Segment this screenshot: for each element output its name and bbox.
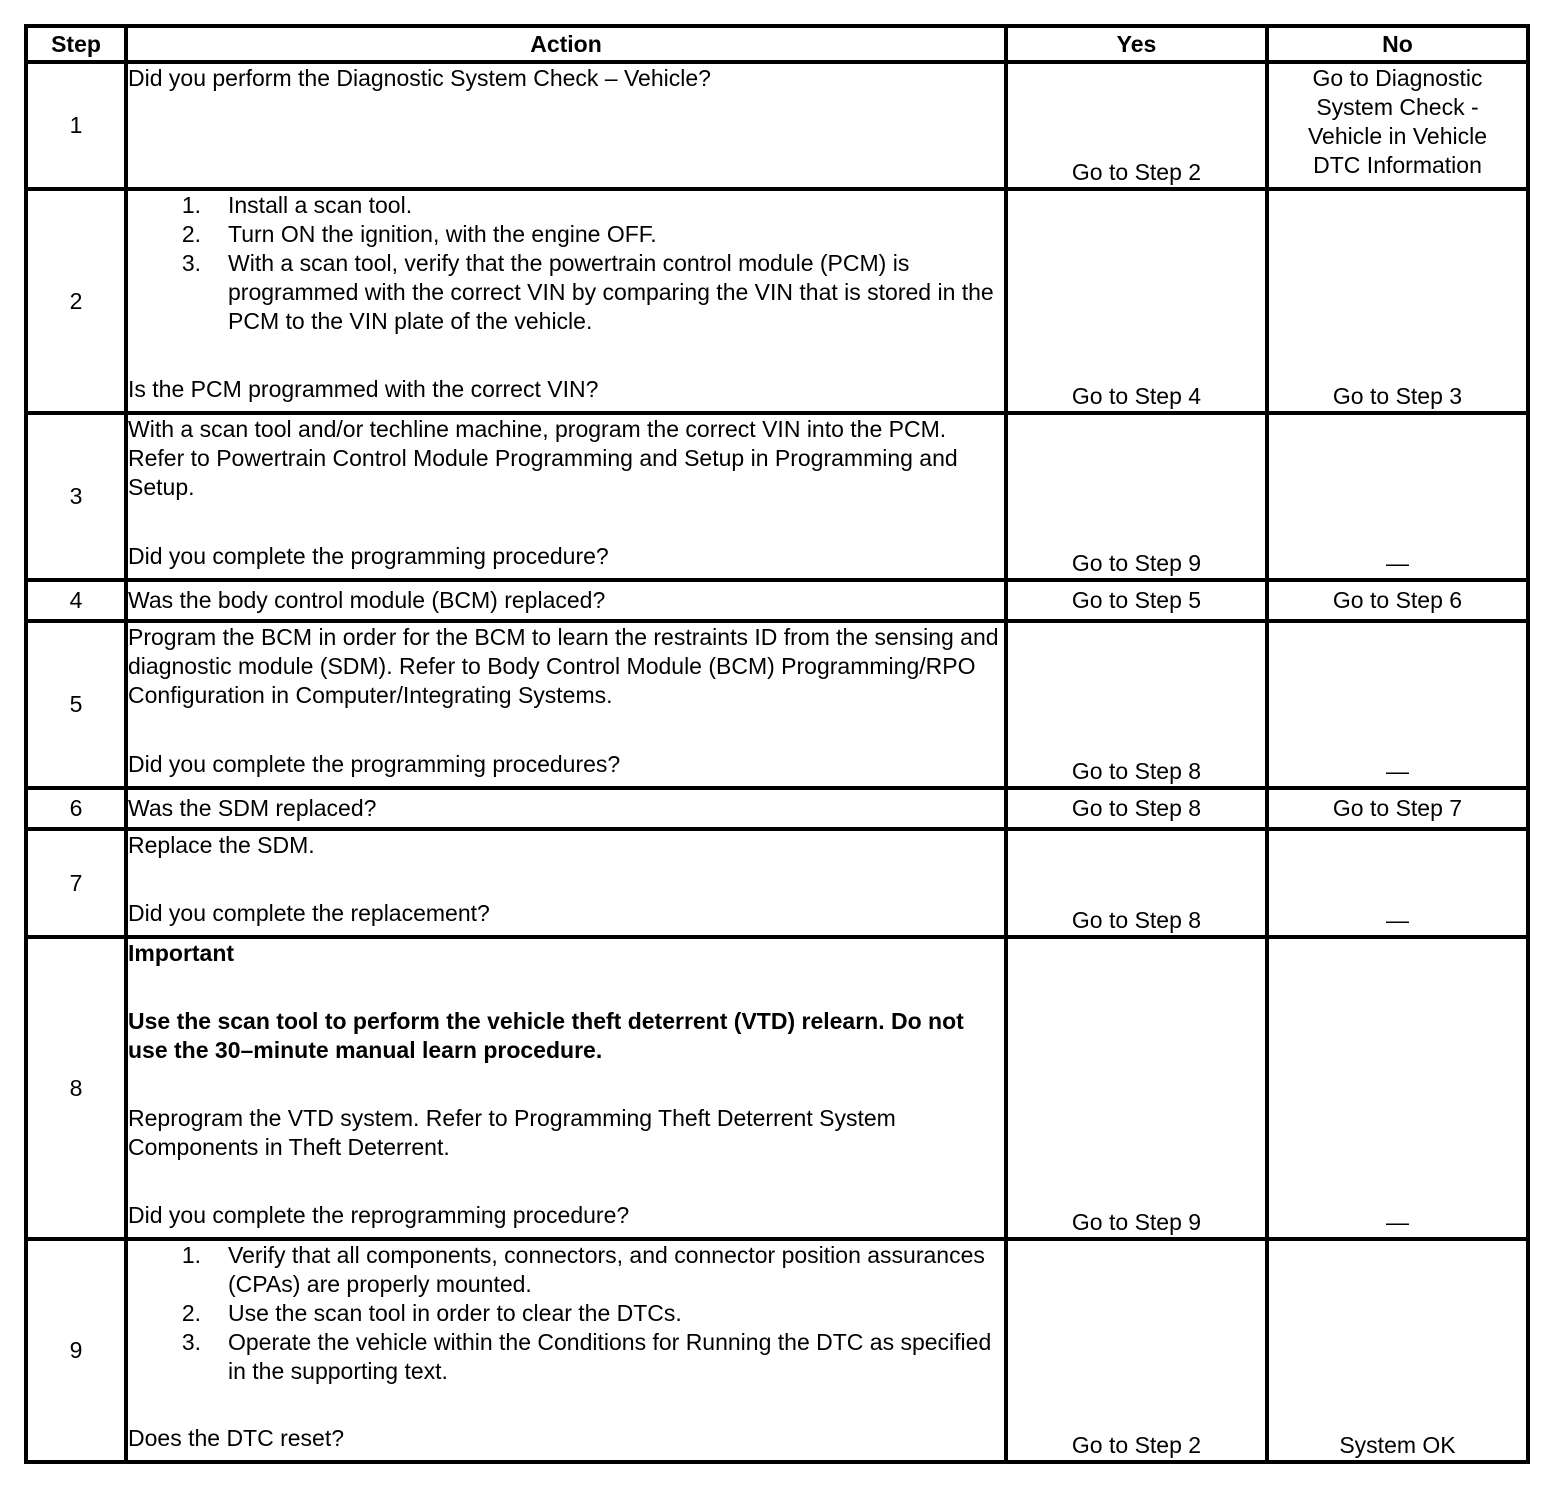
important-text: Use the scan tool to perform the vehicle theft deterrent (VTD) relearn. Do not use the 30–minute manual learn procedure. <box>128 1008 964 1063</box>
step-number: 8 <box>26 937 126 1239</box>
table-row <box>26 788 1528 829</box>
action-question: Was the SDM replaced? <box>128 795 377 821</box>
no-result: — <box>1267 621 1528 788</box>
action-text: With a scan tool and/or techline machine, program the correct VIN into the PCM. Refer to Powertrain Control Module Programming and Setup in Programming and Setup. <box>128 416 958 500</box>
action-steps-list <box>128 1241 1004 1386</box>
action-text: Program the BCM in order for the BCM to learn the restraints ID from the sensing and diagnostic module (SDM). Refer to Body Control Module (BCM) Programming/RPO Configuration in Computer/Integrating Systems. <box>128 624 999 708</box>
important-label: Important <box>128 940 235 966</box>
yes-result: Go to Step 9 <box>1006 937 1267 1239</box>
yes-result: Go to Step 2 <box>1006 62 1267 189</box>
step-number: 9 <box>26 1239 126 1462</box>
action-cell <box>126 62 1006 189</box>
header-no: No <box>1267 26 1528 62</box>
step-number: 4 <box>26 580 126 621</box>
diagnostic-table <box>24 24 1530 1464</box>
header-yes: Yes <box>1006 26 1267 62</box>
table-row <box>26 189 1528 413</box>
step-number: 3 <box>26 413 126 580</box>
action-cell <box>126 829 1006 937</box>
action-question: Did you complete the programming procedure? <box>128 543 609 569</box>
header-action: Action <box>126 26 1006 62</box>
yes-result: Go to Step 8 <box>1006 621 1267 788</box>
no-result: Go to Step 3 <box>1267 189 1528 413</box>
action-cell <box>126 621 1006 788</box>
list-item: 2. Use the scan tool in order to clear the DTCs. <box>181 1300 682 1326</box>
yes-result: Go to Step 8 <box>1006 829 1267 937</box>
list-item: 3. With a scan tool, verify that the powertrain control module (PCM) is programmed with the correct VIN by comparing the VIN that is stored in the PCM to the VIN plate of the vehicle. <box>181 250 994 334</box>
list-item: 1. Verify that all components, connectors, and connector position assurances (CPAs) are properly mounted. <box>181 1242 985 1297</box>
action-cell <box>126 937 1006 1239</box>
action-text: Reprogram the VTD system. Refer to Programming Theft Deterrent System Components in Theft Deterrent. <box>128 1105 896 1160</box>
no-result: — <box>1267 829 1528 937</box>
action-question: Did you complete the replacement? <box>128 900 490 926</box>
no-result: — <box>1267 937 1528 1239</box>
action-question: Did you perform the Diagnostic System Check – Vehicle? <box>128 65 711 91</box>
header-step: Step <box>26 26 126 62</box>
yes-result: Go to Step 4 <box>1006 189 1267 413</box>
action-question: Did you complete the programming procedures? <box>128 751 621 777</box>
no-result: Go to Step 7 <box>1267 788 1528 829</box>
step-number: 1 <box>26 62 126 189</box>
table-row <box>26 829 1528 937</box>
table-row <box>26 62 1528 189</box>
table-row <box>26 621 1528 788</box>
step-number: 7 <box>26 829 126 937</box>
yes-result: Go to Step 5 <box>1006 580 1267 621</box>
action-question: Does the DTC reset? <box>128 1425 345 1451</box>
action-question: Did you complete the reprogramming procedure? <box>128 1202 630 1228</box>
list-item: 2. Turn ON the ignition, with the engine OFF. <box>181 221 657 247</box>
step-number: 6 <box>26 788 126 829</box>
table-row <box>26 937 1528 1239</box>
action-steps-list <box>128 191 1004 336</box>
action-cell <box>126 413 1006 580</box>
no-result: Go to Diagnostic System Check - Vehicle in Vehicle DTC Information <box>1267 62 1528 189</box>
action-cell <box>126 580 1006 621</box>
no-result: Go to Step 6 <box>1267 580 1528 621</box>
table-row <box>26 580 1528 621</box>
no-result: — <box>1267 413 1528 580</box>
step-number: 2 <box>26 189 126 413</box>
list-item: 1. Install a scan tool. <box>181 192 413 218</box>
yes-result: Go to Step 9 <box>1006 413 1267 580</box>
action-text: Replace the SDM. <box>128 832 315 858</box>
action-cell <box>126 788 1006 829</box>
header-row <box>26 26 1528 62</box>
list-item: 3. Operate the vehicle within the Conditions for Running the DTC as specified in the supporting text. <box>181 1329 992 1384</box>
action-question: Was the body control module (BCM) replaced? <box>128 587 606 613</box>
yes-result: Go to Step 8 <box>1006 788 1267 829</box>
action-question: Is the PCM programmed with the correct VIN? <box>128 376 599 402</box>
step-number: 5 <box>26 621 126 788</box>
no-result: System OK <box>1267 1239 1528 1462</box>
table-row <box>26 1239 1528 1462</box>
yes-result: Go to Step 2 <box>1006 1239 1267 1462</box>
action-cell <box>126 1239 1006 1462</box>
action-cell <box>126 189 1006 413</box>
table-row <box>26 413 1528 580</box>
